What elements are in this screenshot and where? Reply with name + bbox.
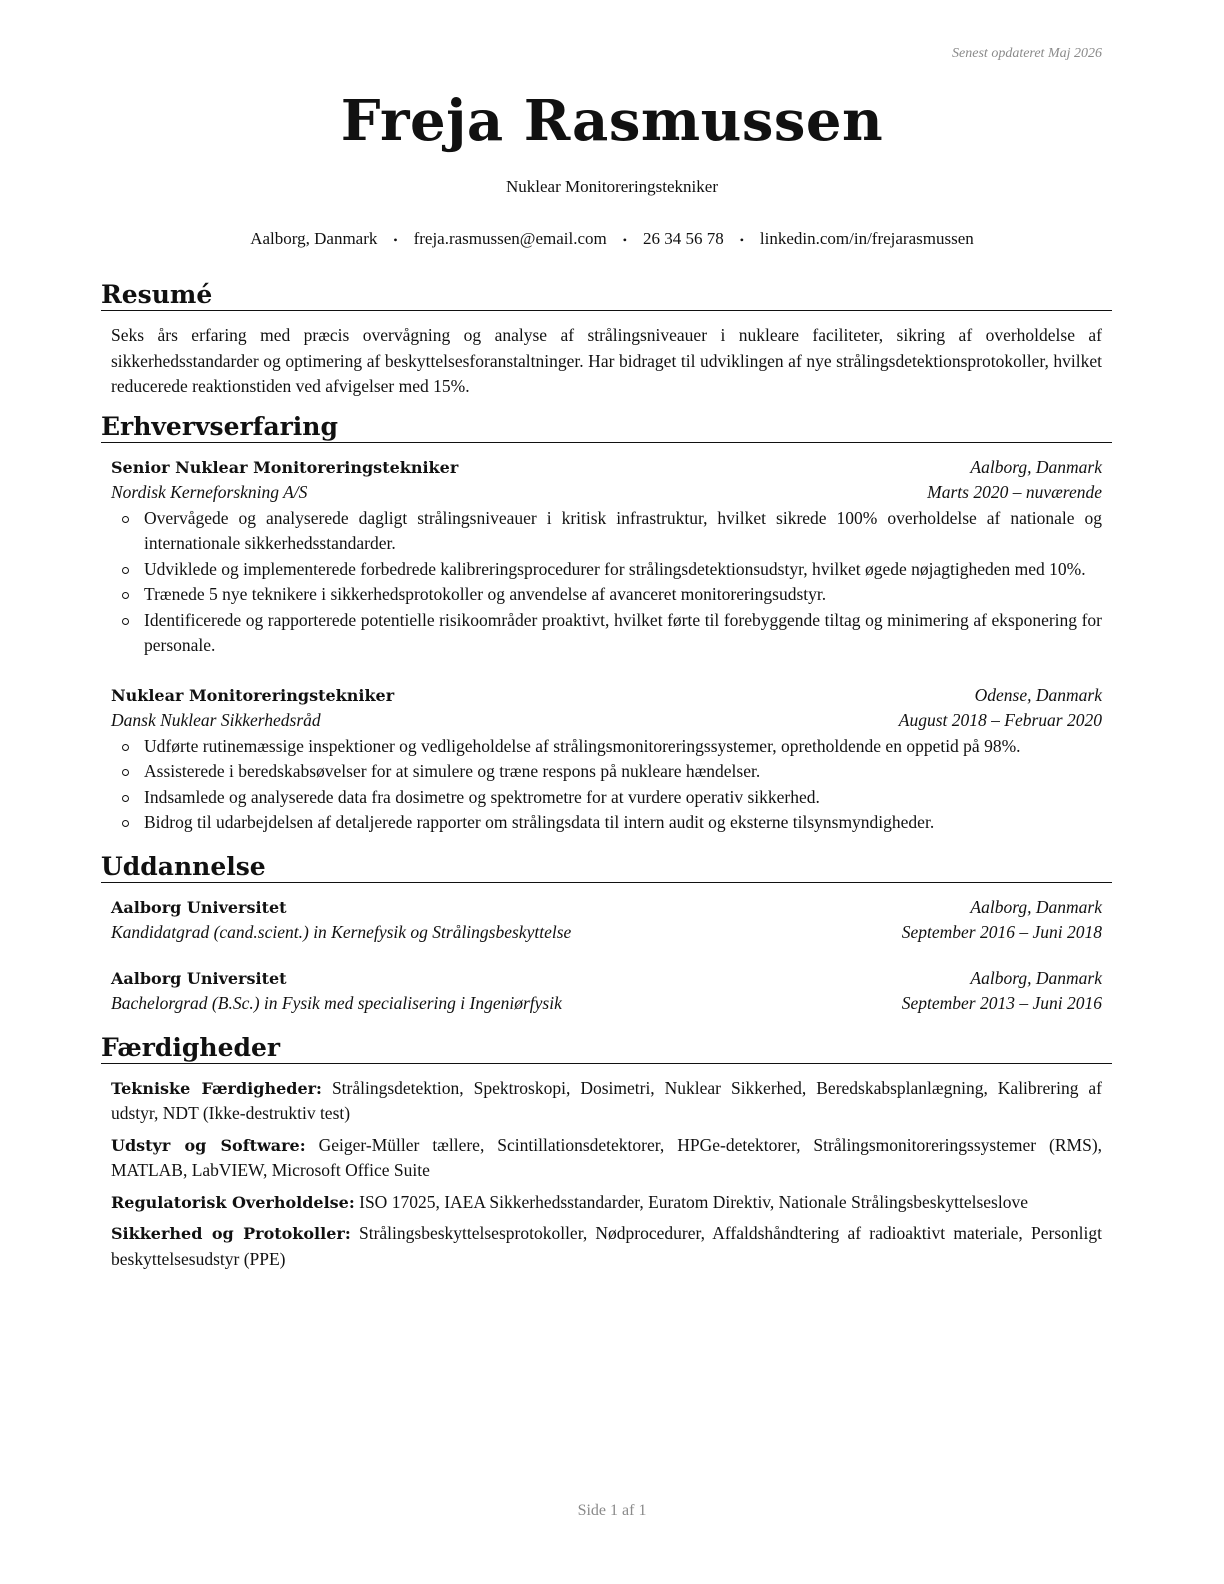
- bullet-separator: •: [622, 232, 627, 247]
- contact-linkedin[interactable]: linkedin.com/in/frejarasmussen: [759, 229, 974, 248]
- candidate-name: Freja Rasmussen: [340, 88, 884, 154]
- job-location: Odense, Danmark: [974, 684, 1102, 705]
- job-dates: August 2018 – Februar 2020: [898, 710, 1102, 730]
- bullet-separator: •: [393, 232, 398, 247]
- job-bullets: [111, 506, 1102, 659]
- circle-bullet-icon: [122, 744, 129, 751]
- skill-label: Regulatorisk Overholdelse:: [111, 1192, 355, 1212]
- education-dates: September 2016 – Juni 2018: [901, 922, 1102, 942]
- list-item: Bidrog til udarbejdelsen af detaljerede rapporter om strålingsdata til intern audit og eksterne tilsynsmyndigheder.: [111, 810, 1102, 836]
- experience-section: [101, 412, 1112, 836]
- contact-email[interactable]: freja.rasmussen@email.com: [413, 229, 607, 248]
- list-item: Assisterede i beredskabsøvelser for at simulere og træne respons på nukleare hændelser.: [111, 759, 1102, 785]
- skill-group: [101, 1221, 1112, 1272]
- job-role: Nuklear Monitoreringstekniker: [111, 685, 395, 705]
- section-heading: Erhvervserfaring: [101, 412, 1112, 443]
- school-location: Aalborg, Danmark: [970, 896, 1102, 917]
- section-heading: Færdigheder: [101, 1033, 1112, 1064]
- summary-section: [101, 280, 1112, 400]
- circle-bullet-icon: [122, 567, 129, 574]
- list-item: Indsamlede og analyserede data fra dosimetre og spektrometre for at vurdere operativ sikkerhed.: [111, 785, 1102, 811]
- circle-bullet-icon: [122, 516, 129, 523]
- last-updated: Senest opdateret Maj 2026: [952, 46, 1102, 61]
- circle-bullet-icon: [122, 769, 129, 776]
- school-name: Aalborg Universitet: [111, 897, 287, 917]
- resume-body: [101, 280, 1112, 1284]
- education-section: [101, 852, 1112, 1017]
- job-organization: Nordisk Kerneforskning A/S: [111, 482, 308, 502]
- skill-label: Udstyr og Software:: [111, 1135, 306, 1155]
- contact-location: Aalborg, Danmark: [250, 229, 378, 248]
- skill-label: Tekniske Færdigheder:: [111, 1078, 322, 1098]
- degree-name: Kandidatgrad (cand.scient.) in Kernefysik og Strålingsbeskyttelse: [111, 922, 572, 942]
- skill-text: Strålingsdetektion, Spektroskopi, Dosimetri, Nuklear Sikkerhed, Beredskabsplanlægning, Kalibrering af udstyr, NDT (Ikke-destruktiv test): [111, 1077, 1103, 1123]
- section-heading: Resumé: [101, 280, 1112, 311]
- job-entry: [101, 683, 1112, 836]
- contact-phone: 26 34 56 78: [642, 229, 724, 248]
- list-item: Udviklede og implementerede forbedrede kalibreringsprocedurer for strålingsdetektionsudstyr, hvilket øgede nøjagtigheden med 10%.: [111, 557, 1102, 583]
- list-item: Trænede 5 nye teknikere i sikkerhedsprotokoller og anvendelse af avanceret monitoreringsudstyr.: [111, 582, 1102, 608]
- skill-group: [101, 1190, 1112, 1216]
- job-organization: Dansk Nuklear Sikkerhedsråd: [111, 710, 321, 730]
- skill-text: Strålingsbeskyttelsesprotokoller, Nødprocedurer, Affaldshåndtering af radioaktivt materiale, Personligt beskyttelsesudstyr (PPE): [111, 1223, 1103, 1269]
- school-name: Aalborg Universitet: [111, 968, 287, 988]
- job-location: Aalborg, Danmark: [970, 456, 1102, 477]
- education-dates: September 2013 – Juni 2016: [901, 993, 1102, 1013]
- education-entry: [101, 895, 1112, 946]
- education-entry: [101, 966, 1112, 1017]
- skill-label: Sikkerhed og Protokoller:: [111, 1224, 351, 1243]
- skills-section: [101, 1033, 1112, 1273]
- circle-bullet-icon: [122, 618, 129, 625]
- list-item: Udførte rutinemæssige inspektioner og vedligeholdelse af strålingsmonitoreringssystemer, opretholdende en oppetid på 98%.: [111, 734, 1102, 760]
- job-entry: [101, 455, 1112, 659]
- contact-line: [0, 229, 1224, 249]
- job-role: Senior Nuklear Monitoreringstekniker: [111, 457, 459, 477]
- page-number: Side 1 af 1: [577, 1502, 647, 1519]
- bullet-separator: •: [739, 232, 744, 247]
- circle-bullet-icon: [122, 592, 129, 599]
- list-item: Overvågede og analyserede dagligt strålingsniveauer i kritisk infrastruktur, hvilket sikrede 100% overholdelse af nationale og internationale sikkerhedsstandarder.: [111, 506, 1102, 557]
- degree-name: Bachelorgrad (B.Sc.) in Fysik med specialisering i Ingeniørfysik: [111, 993, 562, 1013]
- job-dates: Marts 2020 – nuværende: [927, 482, 1102, 502]
- section-heading: Uddannelse: [101, 852, 1112, 883]
- circle-bullet-icon: [122, 820, 129, 827]
- summary-text: Seks års erfaring med præcis overvågning og analyse af strålingsniveauer i nukleare faciliteter, sikring af overholdelse af sikkerhedsstandarder og optimering af beskyttelsesforanstaltninger. Har bidraget til udviklingen af nye strålingsdetektionsprotokoller, hvilket reducerede reaktionstiden ved afvigelser med 15%.: [111, 325, 1102, 396]
- skill-text: ISO 17025, IAEA Sikkerhedsstandarder, Euratom Direktiv, Nationale Strålingsbeskyttelseslove: [359, 1191, 1028, 1212]
- skill-text: Geiger-Müller tællere, Scintillationsdetektorer, HPGe-detektorer, Strålingsmonitoreringssystemer (RMS), MATLAB, LabVIEW, Microsoft Office Suite: [111, 1134, 1103, 1180]
- skill-group: [101, 1133, 1112, 1184]
- job-bullets: [111, 734, 1102, 836]
- circle-bullet-icon: [122, 795, 129, 802]
- job-title: Nuklear Monitoreringstekniker: [506, 177, 718, 196]
- list-item: Identificerede og rapporterede potentielle risikoområder proaktivt, hvilket førte til forebyggende tiltag og minimering af eksponering for personale.: [111, 608, 1102, 659]
- skill-group: [101, 1076, 1112, 1127]
- school-location: Aalborg, Danmark: [970, 967, 1102, 988]
